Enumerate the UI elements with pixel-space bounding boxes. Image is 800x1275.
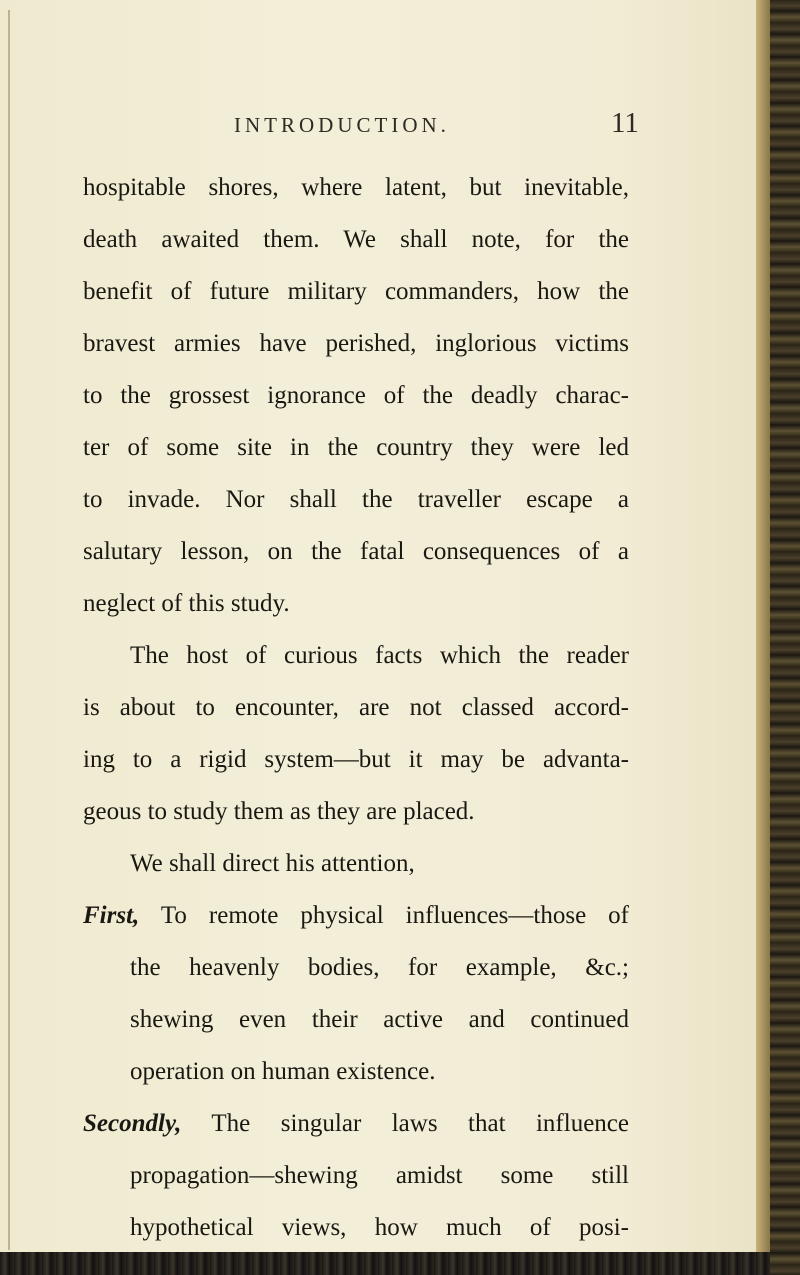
text-line: operation on human existence. xyxy=(130,1058,436,1085)
paragraph-start-line: The host of curious facts which the reader xyxy=(130,642,629,669)
text-line: ing to a rigid system—but it may be advanta- xyxy=(83,746,629,773)
page-left-rule xyxy=(8,10,10,1250)
text-line: shewing even their active and continued xyxy=(130,1006,629,1033)
item-text: The singular laws that influence xyxy=(211,1110,629,1137)
text-line: the heavenly bodies, for example, &c.; xyxy=(130,954,629,981)
paragraph-start-line: We shall direct his attention, xyxy=(130,850,415,877)
text-line: salutary lesson, on the fatal consequences of a xyxy=(83,538,629,565)
text-line: propagation—shewing amidst some still xyxy=(130,1162,629,1189)
page-number: 11 xyxy=(611,107,639,139)
enumerated-item-second xyxy=(83,1109,629,1139)
book-bottom-edge xyxy=(0,1252,770,1275)
text-line: hypothetical views, how much of posi- xyxy=(130,1214,629,1241)
enumerated-item-first xyxy=(83,901,629,931)
text-line: ter of some site in the country they were led xyxy=(83,434,629,461)
text-line: hospitable shores, where latent, but inevitable, xyxy=(83,174,629,201)
lead-word-second: Secondly, xyxy=(83,1110,182,1137)
text-line: benefit of future military commanders, how the xyxy=(83,278,629,305)
text-line: bravest armies have perished, inglorious victims xyxy=(83,330,629,357)
running-header: INTRODUCTION. xyxy=(234,113,450,137)
text-line: neglect of this study. xyxy=(83,590,290,617)
text-line: to the grossest ignorance of the deadly charac- xyxy=(83,382,629,409)
book-spine xyxy=(756,0,800,1275)
text-line: geous to study them as they are placed. xyxy=(83,798,475,825)
text-line: is about to encounter, are not classed accord- xyxy=(83,694,629,721)
item-text: To remote physical influences—those of xyxy=(160,902,629,929)
text-line: to invade. Nor shall the traveller escape a xyxy=(83,486,629,513)
lead-word-first: First, xyxy=(83,902,140,929)
text-line: death awaited them. We shall note, for the xyxy=(83,226,629,253)
